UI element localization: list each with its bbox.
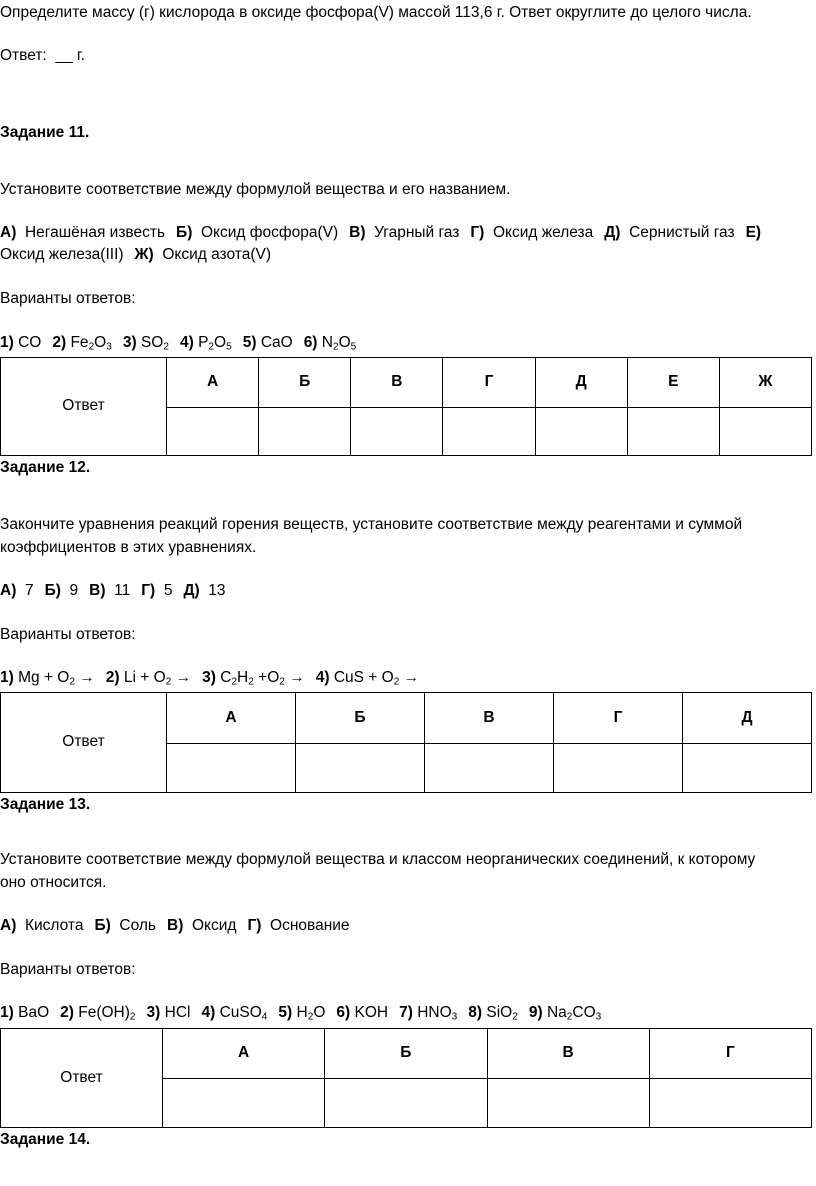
table-header-cell: Ж: [719, 358, 811, 408]
task13-classes: [0, 917, 350, 936]
answer-cell[interactable]: [163, 1079, 325, 1128]
reaction-formula: [220, 669, 304, 686]
answer-cell[interactable]: [259, 408, 351, 456]
answer-cell[interactable]: [167, 408, 259, 456]
answer-cell[interactable]: [487, 1079, 649, 1128]
substance-name-letter: Г): [470, 224, 485, 241]
substance-name-text: Оксид железа: [492, 224, 594, 241]
task12-answer-table: [0, 692, 812, 793]
option-formula: [18, 334, 41, 351]
task13-options: [0, 1004, 601, 1023]
compound-class-text: Оксид: [191, 917, 237, 934]
coefficient-sum-text: 7: [24, 582, 34, 599]
task11-answer-table: [0, 357, 812, 456]
option-number: 8): [468, 1004, 483, 1021]
formula-part: C: [220, 669, 232, 686]
formula-part: CuSO: [219, 1004, 262, 1021]
option-formula: [322, 334, 356, 351]
substance-name-text: Оксид фосфора(V): [200, 224, 339, 241]
table-header-cell: Г: [649, 1029, 811, 1079]
option-formula: [70, 334, 111, 351]
formula-part: →: [399, 669, 420, 686]
compound-class-letter: А): [0, 917, 17, 934]
formula-part: HCl: [164, 1004, 191, 1021]
formula-subscript: 3: [595, 1011, 602, 1023]
formula-part: +O: [253, 669, 280, 686]
reaction-number: 2): [105, 669, 120, 686]
option-number: 6): [303, 334, 318, 351]
reaction-number: 1): [0, 669, 14, 686]
formula-part: BaO: [18, 1004, 50, 1021]
substance-name-text: Негашёная известь: [24, 224, 166, 241]
task11-options: [0, 334, 356, 353]
task11-instruction: Установите соответствие между формулой вещества и его названием.: [0, 181, 511, 198]
reaction-formula: [334, 669, 419, 686]
intro-answer: [0, 47, 85, 66]
option-number: 6): [336, 1004, 351, 1021]
task12-header-row: [1, 693, 812, 744]
task11-variants-label: Варианты ответов:: [0, 290, 136, 307]
table-header-cell: А: [163, 1029, 325, 1079]
substance-name-letter: Б): [176, 224, 193, 241]
answer-cell[interactable]: [535, 408, 627, 456]
option-formula: [355, 1004, 389, 1021]
formula-part: CO: [572, 1004, 596, 1021]
coefficient-sum-text: 5: [163, 582, 173, 599]
option-formula: [220, 1004, 268, 1021]
compound-class-text: Кислота: [24, 917, 84, 934]
table-header-cell: А: [167, 693, 296, 744]
formula-part: Na: [546, 1004, 567, 1021]
option-number: 5): [278, 1004, 293, 1021]
formula-part: SO: [140, 334, 164, 351]
substance-name-text: Угарный газ: [374, 224, 460, 241]
reaction-number: 4): [315, 669, 330, 686]
substance-name-letter: А): [0, 224, 17, 241]
table-header-cell: Д: [683, 693, 812, 744]
answer-cell[interactable]: [325, 1079, 487, 1128]
task12-sums: [0, 582, 226, 601]
task13-answer-label: Ответ: [1, 1029, 163, 1128]
option-formula: [165, 1004, 191, 1021]
formula-part: O: [338, 334, 351, 351]
formula-subscript: 2: [307, 1011, 314, 1023]
substance-name-letter: В): [349, 224, 366, 241]
compound-class-letter: Б): [94, 917, 111, 934]
answer-blank: __: [55, 47, 73, 64]
option-formula: [297, 1004, 326, 1021]
coefficient-sum-letter: А): [0, 582, 17, 599]
answer-label: Ответ:: [0, 47, 47, 64]
answer-cell[interactable]: [627, 408, 719, 456]
formula-subscript: 2: [163, 341, 169, 353]
task12-answer-label: Ответ: [1, 693, 167, 793]
table-header-cell: В: [351, 358, 443, 408]
compound-class-text: Соль: [119, 917, 156, 934]
formula-part: HNO: [417, 1004, 452, 1021]
task13-instruction-line2: оно относится.: [0, 874, 107, 891]
option-number: 1): [0, 1004, 14, 1021]
option-formula: [547, 1004, 601, 1021]
substance-name-text: Сернистый газ: [629, 224, 735, 241]
substance-name-text: Оксид железа(III): [0, 246, 124, 263]
answer-cell[interactable]: [167, 744, 296, 793]
option-number: 4): [201, 1004, 216, 1021]
formula-subscript: 2: [208, 341, 215, 353]
option-formula: [486, 1004, 517, 1021]
reaction-formula: [18, 669, 95, 686]
formula-part: CaO: [260, 334, 293, 351]
coefficient-sum-letter: Д): [183, 582, 200, 599]
formula-subscript: 2: [129, 1011, 136, 1023]
formula-part: KOH: [354, 1004, 389, 1021]
formula-subscript: 5: [226, 341, 232, 353]
compound-class-letter: В): [167, 917, 184, 934]
answer-cell[interactable]: [719, 408, 811, 456]
option-number: 3): [146, 1004, 161, 1021]
formula-part: →: [171, 669, 192, 686]
task11-answer-label: Ответ: [1, 358, 167, 456]
task12-reactions: [0, 669, 419, 688]
compound-class-text: Основание: [270, 917, 350, 934]
option-formula: [78, 1004, 135, 1021]
table-header-cell: Д: [535, 358, 627, 408]
formula-part: CO: [18, 334, 42, 351]
intro-question: Определите массу (г) кислорода в оксиде фосфора(V) массой 113,6 г. Ответ округлите до целого числа.: [0, 4, 752, 21]
answer-cell[interactable]: [425, 744, 554, 793]
substance-name-letter: Е): [745, 224, 762, 241]
task13-header-row: [1, 1029, 812, 1079]
formula-subscript: 4: [261, 1011, 268, 1023]
table-header-cell: Б: [325, 1029, 487, 1079]
coefficient-sum-letter: Г): [141, 582, 156, 599]
task11-heading: Задание 11.: [0, 124, 90, 141]
task13-variants-label: Варианты ответов:: [0, 961, 136, 978]
table-header-cell: Г: [554, 693, 683, 744]
table-header-cell: В: [487, 1029, 649, 1079]
answer-cell[interactable]: [649, 1079, 811, 1128]
answer-unit: г.: [76, 47, 85, 64]
formula-part: Fe: [70, 334, 89, 351]
option-formula: [18, 1004, 49, 1021]
formula-part: O: [94, 334, 107, 351]
formula-subscript: 5: [350, 341, 357, 353]
reaction-number: 3): [202, 669, 216, 686]
formula-part: Li + O: [123, 669, 166, 686]
option-number: 5): [242, 334, 257, 351]
task12-variants-label: Варианты ответов:: [0, 626, 136, 643]
answer-cell[interactable]: [296, 744, 425, 793]
answer-cell[interactable]: [351, 408, 443, 456]
formula-part: SiO: [486, 1004, 513, 1021]
option-number: 9): [528, 1004, 543, 1021]
task12-instruction-line1: Закончите уравнения реакций горения веществ, установите соответствие между реагентами и суммой: [0, 516, 743, 533]
substance-name-letter: Ж): [134, 246, 154, 263]
formula-part: P: [198, 334, 209, 351]
formula-subscript: 2: [69, 676, 75, 688]
task13-instruction-line1: Установите соответствие между формулой вещества и классом неорганических соединений, к которому: [0, 851, 756, 868]
answer-cell[interactable]: [443, 408, 535, 456]
answer-cell[interactable]: [683, 744, 812, 793]
task12-instruction-line2: коэффициентов в этих уравнениях.: [0, 539, 257, 556]
option-number: 1): [0, 334, 14, 351]
option-number: 4): [179, 334, 194, 351]
substance-name-letter: Д): [604, 224, 621, 241]
formula-subscript: 2: [393, 676, 400, 688]
table-header-cell: Е: [627, 358, 719, 408]
option-number: 7): [399, 1004, 413, 1021]
formula-part: →: [284, 669, 305, 686]
answer-cell[interactable]: [554, 744, 683, 793]
table-header-cell: В: [425, 693, 554, 744]
option-formula: [261, 334, 293, 351]
coefficient-sum-letter: Б): [44, 582, 61, 599]
table-header-cell: Б: [259, 358, 351, 408]
formula-subscript: 2: [165, 676, 172, 688]
coefficient-sum-letter: В): [89, 582, 106, 599]
coefficient-sum-text: 13: [208, 582, 226, 599]
table-header-cell: Б: [296, 693, 425, 744]
formula-subscript: 2: [88, 341, 95, 353]
formula-part: O: [313, 1004, 326, 1021]
formula-part: Fe(OH): [78, 1004, 130, 1021]
reaction-formula: [124, 669, 191, 686]
formula-part: CuS + O: [333, 669, 394, 686]
formula-subscript: 2: [512, 1011, 518, 1023]
formula-subscript: 3: [106, 341, 112, 353]
task13-answer-table: [0, 1028, 812, 1128]
formula-subscript: 2: [279, 676, 285, 688]
option-number: 2): [52, 334, 67, 351]
table-header-cell: Г: [443, 358, 535, 408]
option-number: 3): [122, 334, 137, 351]
formula-part: →: [74, 669, 95, 686]
formula-subscript: 2: [231, 676, 238, 688]
task11-header-row: [1, 358, 812, 408]
coefficient-sum-text: 9: [69, 582, 79, 599]
task11-names-line1: [0, 224, 770, 243]
task14-heading: Задание 14.: [0, 1131, 91, 1148]
task11-names-line2: [0, 246, 271, 265]
option-formula: [141, 334, 169, 351]
formula-subscript: 2: [248, 676, 254, 688]
option-formula: [417, 1004, 457, 1021]
formula-subscript: 2: [333, 341, 339, 353]
formula-subscript: 3: [451, 1011, 458, 1023]
formula-subscript: 2: [566, 1011, 573, 1023]
option-formula: [198, 334, 232, 351]
substance-name-text: Оксид азота(V): [162, 246, 271, 263]
compound-class-letter: Г): [247, 917, 262, 934]
option-number: 2): [60, 1004, 74, 1021]
coefficient-sum-text: 11: [114, 582, 131, 599]
formula-part: H: [296, 1004, 308, 1021]
formula-part: H: [237, 669, 249, 686]
formula-part: Mg + O: [18, 669, 70, 686]
table-header-cell: А: [167, 358, 259, 408]
task13-heading: Задание 13.: [0, 796, 91, 813]
formula-part: O: [214, 334, 227, 351]
formula-part: N: [321, 334, 333, 351]
task12-heading: Задание 12.: [0, 459, 91, 476]
